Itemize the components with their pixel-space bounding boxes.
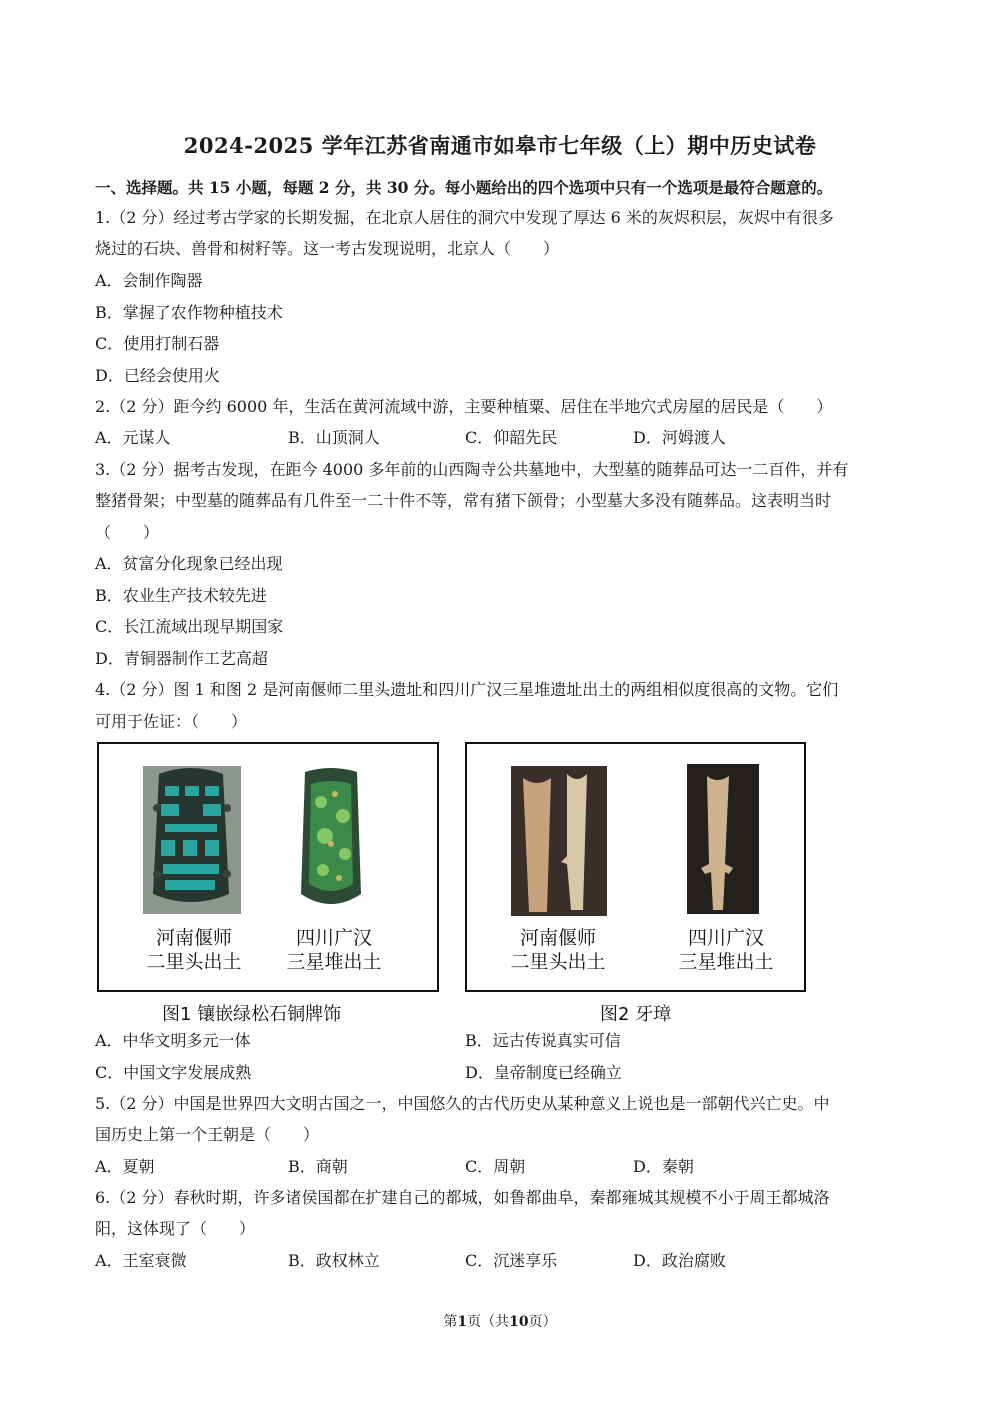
question-1-option-d: D．已经会使用火 [95,366,220,385]
question-5-stem: 5.（2 分）中国是世界四大文明古国之一，中国悠久的古代历史从某种意义上说也是一部朝代兴亡史。中 [95,1094,830,1113]
footer-text: 页） [528,1314,557,1330]
footer-text: 页（共 [467,1314,510,1330]
question-5-option-a: A．夏朝 [95,1157,155,1176]
question-2-option-a: A．元谋人 [95,428,171,447]
page-total: 10 [509,1314,529,1330]
page-footer [0,1311,1000,1331]
question-3-option-c: C．长江流域出现早期国家 [95,617,284,636]
figure-1-frame [97,742,439,992]
page-number: 1 [457,1314,468,1330]
question-6-option-d: D．政治腐败 [633,1251,726,1270]
question-5-option-d: D．秦朝 [633,1157,694,1176]
question-1-option-a: A．会制作陶器 [95,271,203,290]
question-4-option-d: D．皇帝制度已经确立 [465,1063,622,1082]
question-5-option-c: C．周朝 [465,1157,526,1176]
figure-1-right-label: 三星堆出土 [286,951,382,973]
question-4-option-b: B．远古传说真实可信 [465,1031,621,1050]
figure-2-right-label: 三星堆出土 [678,951,774,973]
question-6-stem: 6.（2 分）春秋时期，许多诸侯国都在扩建自己的都城，如鲁都曲阜，秦都雍城其规模不小于周王都城洛 [95,1188,830,1207]
question-6-option-b: B．政权林立 [288,1251,380,1270]
question-6-option-c: C．沉迷享乐 [465,1251,558,1270]
page-title: 2024-2025 学年江苏省南通市如皋市七年级（上）期中历史试卷 [183,133,817,158]
question-4-option-a: A．中华文明多元一体 [95,1031,251,1050]
yazhang-erlitou-image [511,766,607,916]
question-4-stem: 4.（2 分）图 1 和图 2 是河南偃师二里头遗址和四川广汉三星堆遗址出土的两组相似度很高的文物。它们 [95,680,839,699]
bronze-plaque-sanxingdui-image [301,768,361,904]
yazhang-sanxingdui-image [687,764,759,914]
question-1-option-b: B．掌握了农作物种植技术 [95,303,283,322]
figure-1-left-label: 二里头出土 [146,951,242,973]
question-4-stem: 可用于佐证：（ ） [95,712,248,731]
question-3-stem: 3.（2 分）据考古发现，在距今 4000 多年前的山西陶寺公共墓地中，大型墓的随葬品可达一二百件，并有 [95,460,849,479]
figure-2-frame [465,742,806,992]
section-heading: 一、选择题。共 15 小题，每题 2 分，共 30 分。每小题给出的四个选项中只有一个选项是最符合题意的。 [95,178,833,197]
figure-1-right-label: 四川广汉 [295,927,372,949]
question-4-option-c: C．中国文字发展成熟 [95,1063,252,1082]
figure-2-left-label: 河南偃师 [519,927,596,949]
question-2-option-d: D．河姆渡人 [633,428,726,447]
question-3-option-b: B．农业生产技术较先进 [95,586,267,605]
question-6-option-a: A．王室衰微 [95,1251,187,1270]
question-1-option-c: C．使用打制石器 [95,334,220,353]
question-2-option-c: C．仰韶先民 [465,428,558,447]
question-3-stem: 整猪骨架；中型墓的随葬品有几件至一二十件不等，常有猪下颌骨；小型墓大多没有随葬品。这表明当时 [95,491,832,510]
question-2-stem: 2.（2 分）距今约 6000 年，生活在黄河流域中游，主要种植粟、居住在半地穴式房屋的居民是（ ） [95,397,833,416]
bronze-plaque-erlitou-image [143,766,241,914]
figure-2-left-label: 二里头出土 [510,951,606,973]
question-2-option-b: B．山顶洞人 [288,428,380,447]
question-3-stem: （ ） [95,523,160,542]
question-5-stem: 国历史上第一个王朝是（ ） [95,1125,320,1144]
question-1-stem: 1.（2 分）经过考古学家的长期发掘，在北京人居住的洞穴中发现了厚达 6 米的灰烬积层，灰烬中有很多 [95,208,834,227]
figure-1-caption: 图1 镶嵌绿松石铜牌饰 [162,1004,342,1025]
footer-text: 第 [443,1314,458,1330]
figure-2-caption: 图2 牙璋 [600,1004,672,1025]
figure-2-right-label: 四川广汉 [687,927,764,949]
figure-1-left-label: 河南偃师 [155,927,232,949]
question-6-stem: 阳，这体现了（ ） [95,1219,256,1238]
question-3-option-d: D．青铜器制作工艺高超 [95,649,268,668]
question-1-stem: 烧过的石块、兽骨和树籽等。这一考古发现说明，北京人（ ） [95,239,560,258]
question-3-option-a: A．贫富分化现象已经出现 [95,554,283,573]
question-5-option-b: B．商朝 [288,1157,348,1176]
